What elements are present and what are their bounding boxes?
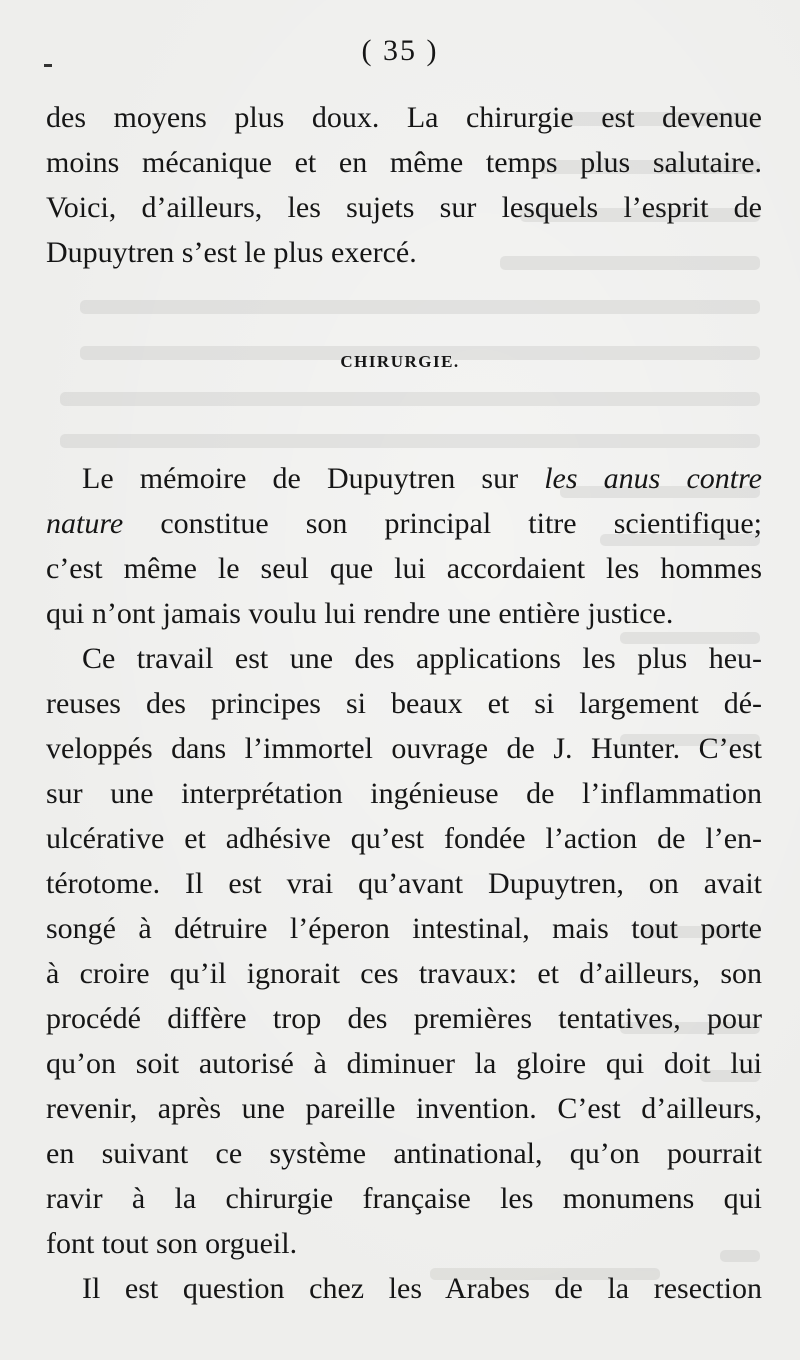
text-line: ravir à la chirurgie française les monumens qui (46, 1182, 762, 1215)
paragraph-arabes (46, 1266, 762, 1311)
text-line: moins mécanique et en même temps plus salutaire. (46, 146, 762, 179)
text-line: revenir, après une pareille invention. C’est d’ailleurs, (46, 1092, 762, 1125)
text-line: des moyens plus doux. La chirurgie est devenue (46, 101, 762, 134)
text-line: térotome. Il est vrai qu’avant Dupuytren, on avait (46, 867, 762, 900)
main-text (46, 456, 762, 1311)
text-line: à croire qu’il ignorait ces travaux: et d’ailleurs, son (46, 957, 762, 990)
text-line: procédé diffère trop des premières tentatives, pour (46, 1002, 762, 1035)
intro-paragraph (46, 95, 762, 275)
text-line (46, 501, 762, 546)
text-line: c’est même le seul que lui accordaient les hommes (46, 552, 762, 585)
text-segment: constitue son principal titre scientifique; (123, 507, 762, 540)
text-line: sur une interprétation ingénieuse de l’inflammation (46, 777, 762, 810)
text-line: qu’on soit autorisé à diminuer la gloire qui doit lui (46, 1047, 762, 1080)
text-segment: Le mémoire de Dupuytren sur (82, 462, 545, 495)
text-line: Il est question chez les Arabes de la resection (82, 1272, 762, 1305)
text-line: qui n’ont jamais voulu lui rendre une entière justice. (46, 597, 674, 630)
text-line: veloppés dans l’immortel ouvrage de J. Hunter. C’est (46, 732, 762, 765)
text-line: en suivant ce système antinational, qu’on pourrait (46, 1137, 762, 1170)
text-line: reuses des principes si beaux et si largement dé- (46, 687, 762, 720)
paragraph-anus-contre-nature (46, 456, 762, 636)
italic-title: nature (46, 507, 124, 540)
page-number: ( 35 ) (361, 34, 439, 67)
italic-title: les anus contre (544, 462, 762, 495)
section-heading: CHIRURGIE. (340, 352, 460, 371)
text-line: ulcérative et adhésive qu’est fondée l’action de l’en- (46, 822, 762, 855)
paragraph-hunter (46, 636, 762, 1266)
text-line: Dupuytren s’est le plus exercé. (46, 236, 417, 269)
text-line: Ce travail est une des applications les plus heu- (82, 642, 762, 675)
text-line (46, 456, 762, 501)
text-line: Voici, d’ailleurs, les sujets sur lesquels l’esprit de (46, 191, 762, 224)
text-line: font tout son orgueil. (46, 1227, 298, 1260)
text-line: songé à détruire l’éperon intestinal, mais tout porte (46, 912, 762, 945)
